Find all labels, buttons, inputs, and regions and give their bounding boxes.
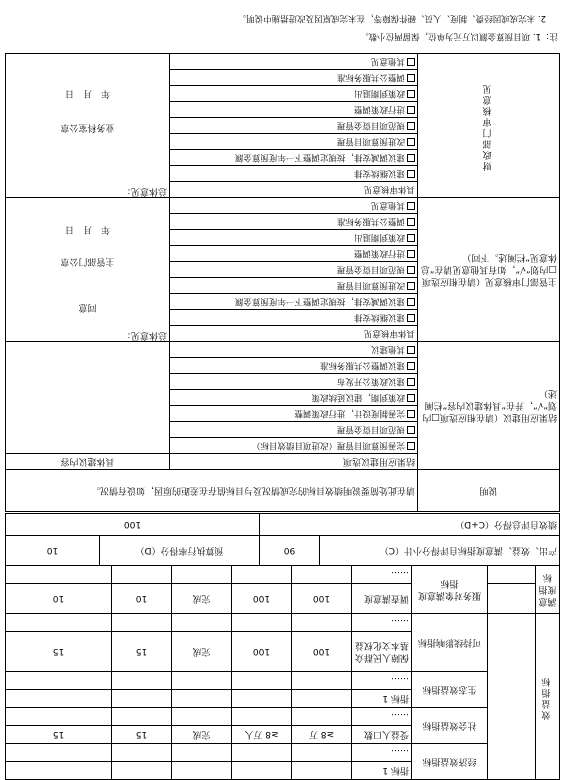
finance-overall[interactable]: 总体意见： 业务科室公章 年 月 日 xyxy=(5,54,169,198)
dept-option[interactable]: 建议继续安排 xyxy=(170,310,418,326)
checkbox-icon[interactable] xyxy=(407,394,415,402)
finance-option[interactable]: 改进预算项目管理 xyxy=(170,134,418,150)
note-2: 2. 未完成或因经费、制度、人员、硬件保障等，在未完成原因及改进措施中说明。 xyxy=(237,13,546,23)
dept-option[interactable]: 建议调减安排，按规定调整下一年度预算金额 xyxy=(170,294,418,310)
results-detail[interactable] xyxy=(5,342,169,454)
result-option[interactable]: 建议调整公共服务标准 xyxy=(170,358,418,374)
dept-review-label: 主管部门审核意见（请在相应选项□内划“√”，如有其他意见请在“总体意见”栏阐述。下同） xyxy=(418,198,560,342)
dept-option[interactable]: 规范项目资金管理 xyxy=(170,262,418,278)
finance-signature: 业务科室公章 xyxy=(60,122,115,132)
finance-option[interactable]: 建议继续安排 xyxy=(170,166,418,182)
dept-option[interactable]: 其他意见 xyxy=(170,198,418,214)
checkbox-icon[interactable] xyxy=(407,282,415,290)
result-option[interactable]: 其他建议 xyxy=(170,342,418,358)
results-head-right: 具体建议内容 xyxy=(5,454,169,470)
benefit-category: 效益指标 xyxy=(536,614,560,780)
checkbox-icon[interactable] xyxy=(407,426,415,434)
checkbox-icon[interactable] xyxy=(407,122,415,130)
finance-option[interactable]: 调整公共服务标准 xyxy=(170,70,418,86)
checkbox-icon[interactable] xyxy=(407,90,415,98)
eco-indicator-label: 生态效益指标 xyxy=(412,672,488,708)
note-1: 注：1. 项目预算金额以万元为单位，保留两位小数。 xyxy=(360,31,558,41)
d-score-label: 预算执行率得分（D） xyxy=(100,536,260,566)
checkbox-icon[interactable] xyxy=(407,314,415,322)
c-score-value: 90 xyxy=(260,536,320,566)
explanation-label: 说明 xyxy=(418,470,560,512)
c-score-label: 产出、效益、满意度指标自评得分小计（C） xyxy=(320,536,560,566)
d-score-value: 10 xyxy=(6,536,100,566)
checkbox-icon[interactable] xyxy=(407,346,415,354)
finance-option[interactable]: 政策到期退出 xyxy=(170,86,418,102)
dept-signature: 主管部门公章 xyxy=(60,256,115,266)
dept-option[interactable]: 改进预算项目管理 xyxy=(170,278,418,294)
checkbox-icon[interactable] xyxy=(407,138,415,146)
checkbox-icon[interactable] xyxy=(407,234,415,242)
total-score-label: 绩效自评总得分（C+D） xyxy=(260,514,560,536)
finance-option[interactable]: 建议调减安排，按规定调整下一年度预算金额 xyxy=(170,150,418,166)
result-option[interactable]: 政策到期，建议延续政策 xyxy=(170,390,418,406)
result-option[interactable]: 完善预算项目管理（改进项目绩效目标） xyxy=(170,438,418,454)
indicator-table: 效益指标 经济效益指标 指标 1 …… 社会效益指标 受益人口数 ≥8 万 ≥8 万人 完成 15 15 …… 生态效益指标 指标 1 …… 可持续影响指标 保障人民群众基本文化权益 100 100 完成 15 15 …… 满意度指标 服务对象满意度指标 调查满意度 100 100 完成 10 10 …… xyxy=(5,565,560,780)
checkbox-icon[interactable] xyxy=(407,218,415,226)
result-option[interactable]: 规范项目资金管理 xyxy=(170,422,418,438)
dept-overall[interactable]: 总体意见： 同意 主管部门公章 年 月 日 xyxy=(5,198,169,342)
econ-indicator-label: 经济效益指标 xyxy=(412,744,488,780)
dept-date: 年 月 日 xyxy=(64,224,110,234)
social-indicator-label: 社会效益指标 xyxy=(412,708,488,744)
checkbox-icon[interactable] xyxy=(407,298,415,306)
checkbox-icon[interactable] xyxy=(407,362,415,370)
finance-option[interactable]: 其他意见 xyxy=(170,54,418,70)
satisfaction-category: 满意度指标 xyxy=(536,566,560,614)
checkbox-icon[interactable] xyxy=(407,410,415,418)
total-score-value: 100 xyxy=(6,514,260,536)
finance-option[interactable]: 规范项目资金管理 xyxy=(170,118,418,134)
dept-option[interactable]: 政策到期退出 xyxy=(170,230,418,246)
dept-agree: 同意 xyxy=(78,302,97,312)
checkbox-icon[interactable] xyxy=(407,170,415,178)
finance-date: 年 月 日 xyxy=(64,88,110,98)
results-head-left: 结果应用建议选项 xyxy=(170,454,418,470)
result-option[interactable]: 完善制度设计，进行政策调整 xyxy=(170,406,418,422)
result-option[interactable]: 建议政策公开发布 xyxy=(170,374,418,390)
checkbox-icon[interactable] xyxy=(407,250,415,258)
checkbox-icon[interactable] xyxy=(407,74,415,82)
checkbox-icon[interactable] xyxy=(407,202,415,210)
score-table xyxy=(5,513,560,566)
checkbox-icon[interactable] xyxy=(407,442,415,450)
explanation-text: 请在此处简要说明绩效目标的完成情况及与目标值存在差距的原因，如设有情况。 xyxy=(5,470,417,512)
checkbox-icon[interactable] xyxy=(407,378,415,386)
review-table: 说明 请在此处简要说明绩效目标的完成情况及与目标值存在差距的原因，如设有情况。 结果应用建议（请在相应选项□内划“√”，并在“具体建议内容”栏阐述） 结果应用建议选项 具体建议内容 完善预算项目管理（改进项目绩效目标） 规范项目资金管理 完善制度设计，进行政策调整 政策到期，建议延续政策 建议政策公开发布 建议调整公共服务标准 其他建议 主管部门审核意见（请在相应选项□内划“√”，如有其他意见请在“总体意见”栏阐述。下同） 具体审核意见 总体意见： 同意 主管部门公章 年 月 日 建议继续安排 建议调减安排，按规定调整下一年度预算金额 改进预算项目管理 规范项目资金管理 进行政策调整 政策到期退出 调整公共服务标准 其他意见 财政部门审核意见 具体审核意见 总体意见： 业务科室公章 年 月 日 建议继续安排 建议调减安排，按规定调整下一年度预算金额 改进预算项目管理 规范项目资金管理 进行政策调整 政策到期退出 调整公共服务标准 其他意见 xyxy=(5,53,560,512)
dept-option[interactable]: 调整公共服务标准 xyxy=(170,214,418,230)
service-sat-label: 服务对象满意度指标 xyxy=(412,566,488,614)
sustain-indicator-label: 可持续影响指标 xyxy=(412,614,488,672)
finance-review-label: 财政部门审核意见 xyxy=(418,54,560,198)
checkbox-icon[interactable] xyxy=(407,106,415,114)
finance-option[interactable]: 进行政策调整 xyxy=(170,102,418,118)
checkbox-icon[interactable] xyxy=(407,58,415,66)
results-label: 结果应用建议（请在相应选项□内划“√”，并在“具体建议内容”栏阐述） xyxy=(418,342,560,470)
checkbox-icon[interactable] xyxy=(407,154,415,162)
checkbox-icon[interactable] xyxy=(407,266,415,274)
dept-option[interactable]: 进行政策调整 xyxy=(170,246,418,262)
